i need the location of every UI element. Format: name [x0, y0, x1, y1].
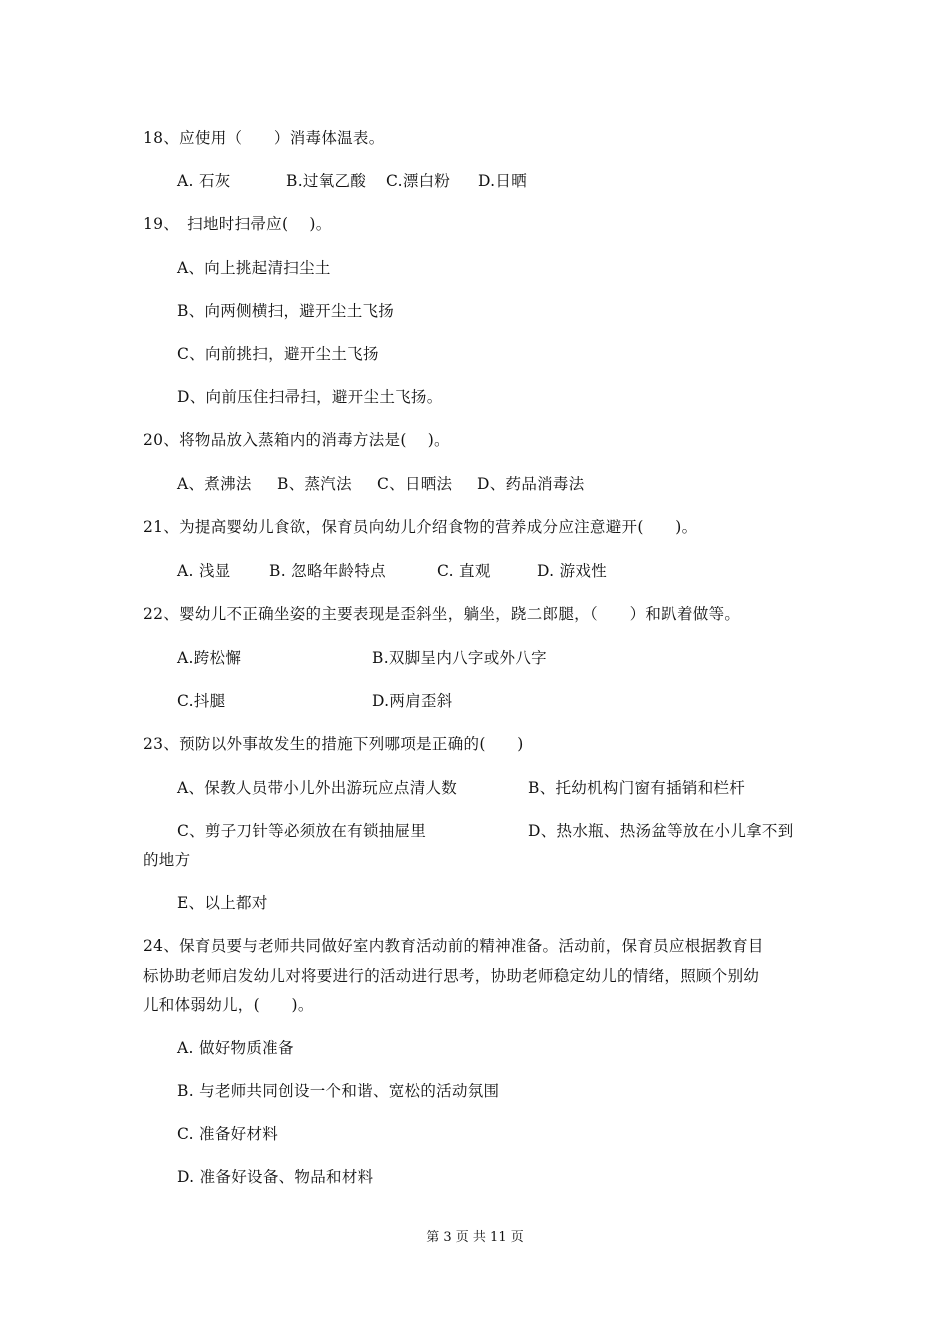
- question-19-option-d: D、向前压住扫帚扫，避开尘土飞扬。: [177, 388, 443, 406]
- question-20-option-a: A、煮沸法: [177, 475, 252, 493]
- question-22-option-c: C.抖腿: [177, 692, 226, 710]
- question-22-option-b: B.双脚呈内八字或外八字: [372, 649, 547, 667]
- question-24-option-b: B. 与老师共同创设一个和谐、宽松的活动氛围: [177, 1082, 500, 1100]
- question-21-option-d: D. 游戏性: [537, 562, 608, 580]
- question-20-option-d: D、药品消毒法: [477, 475, 585, 493]
- question-19-option-b: B、向两侧横扫，避开尘土飞扬: [177, 302, 395, 320]
- question-19-option-c: C、向前挑扫，避开尘土飞扬: [177, 345, 379, 363]
- question-23-option-b: B、托幼机构门窗有插销和栏杆: [528, 779, 746, 797]
- question-23-option-d: D、热水瓶、热汤盆等放在小儿拿不到: [528, 822, 794, 840]
- page-number-footer: 第 3 页 共 11 页: [426, 1230, 524, 1245]
- question-22-option-a: A.跨松懈: [177, 649, 242, 667]
- question-21-option-c: C. 直观: [437, 562, 491, 580]
- question-23-option-c: C、剪子刀针等必须放在有锁抽屉里: [177, 822, 427, 840]
- question-24-option-d: D. 准备好设备、物品和材料: [177, 1168, 374, 1186]
- question-21-option-a: A. 浅显: [177, 562, 231, 580]
- question-24-stem-line-2: 标协助老师启发幼儿对将要进行的活动进行思考，协助老师稳定幼儿的情绪，照顾个别幼: [143, 967, 760, 985]
- question-23-option-d-continued: 的地方: [143, 851, 191, 869]
- question-24-stem-line-3: 儿和体弱幼儿，( )。: [143, 996, 314, 1014]
- question-19-stem: 19、 扫地时扫帚应( )。: [143, 215, 332, 233]
- question-23-option-a: A、保教人员带小儿外出游玩应点清人数: [177, 779, 458, 797]
- question-20-option-b: B、蒸汽法: [277, 475, 352, 493]
- question-21-stem: 21、为提高婴幼儿食欲，保育员向幼儿介绍食物的营养成分应注意避开( )。: [143, 518, 698, 536]
- question-21-option-b: B. 忽略年龄特点: [269, 562, 386, 580]
- question-24-stem-line-1: 24、保育员要与老师共同做好室内教育活动前的精神准备。活动前，保育员应根据教育目: [143, 937, 764, 955]
- question-19-option-a: A、向上挑起清扫尘土: [177, 259, 331, 277]
- question-18-option-d: D.日晒: [478, 172, 528, 190]
- question-18-option-a: A. 石灰: [177, 172, 231, 190]
- question-18-option-b: B.过氧乙酸: [286, 172, 367, 190]
- question-22-option-d: D.两肩歪斜: [372, 692, 453, 710]
- question-22-stem: 22、婴幼儿不正确坐姿的主要表现是歪斜坐，躺坐，跷二郎腿，（ ）和趴着做等。: [143, 605, 741, 623]
- question-20-option-c: C、日晒法: [377, 475, 453, 493]
- question-24-option-a: A. 做好物质准备: [177, 1039, 294, 1057]
- question-23-stem: 23、预防以外事故发生的措施下列哪项是正确的( ): [143, 735, 524, 753]
- question-20-stem: 20、将物品放入蒸箱内的消毒方法是( )。: [143, 431, 450, 449]
- question-24-option-c: C. 准备好材料: [177, 1125, 279, 1143]
- question-23-option-e: E、以上都对: [177, 894, 268, 912]
- question-18-option-c: C.漂白粉: [386, 172, 451, 190]
- question-18-stem: 18、应使用（ ）消毒体温表。: [143, 129, 385, 147]
